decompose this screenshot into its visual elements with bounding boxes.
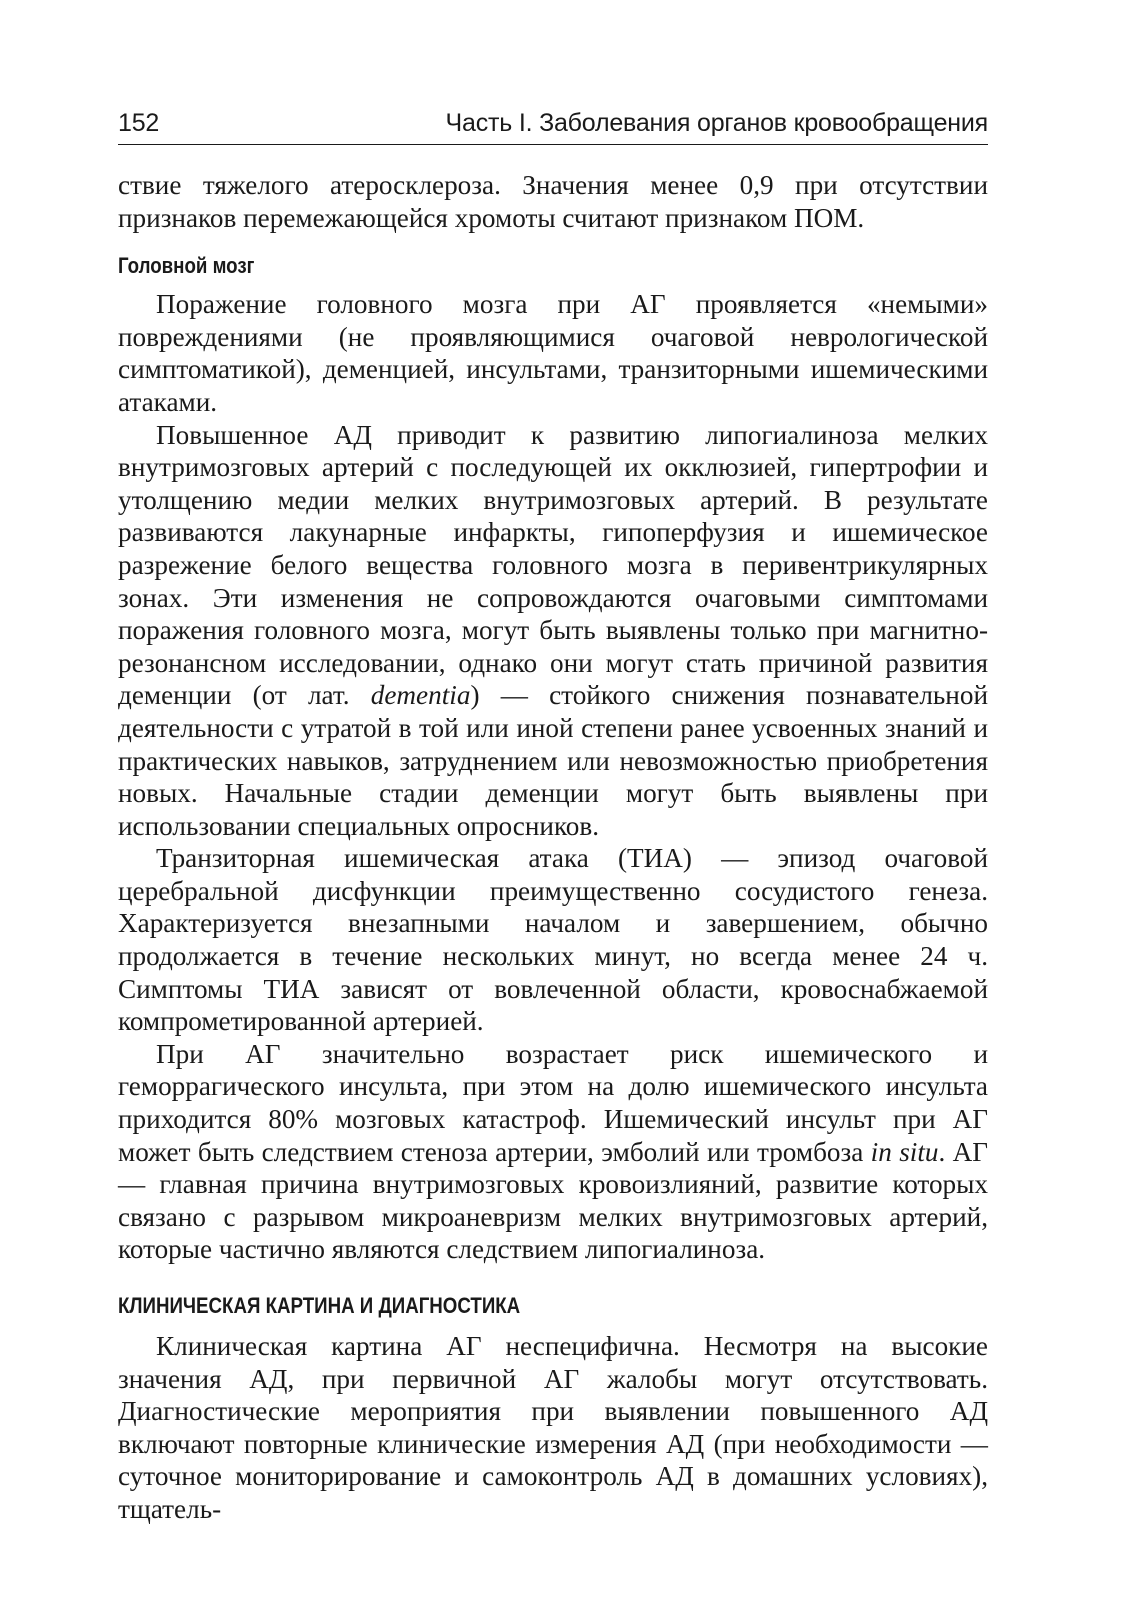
paragraph-brain-damage: Поражение головного мозга при АГ проявляется «немыми» повреждениями (не проявляющимися очаговой неврологической симптоматикой), деменцией, инсультами, транзиторными ишемическими атаками. [118,289,988,417]
term-in-situ: in situ [870,1136,939,1167]
section-heading-clinical: КЛИНИЧЕСКАЯ КАРТИНА И ДИАГНОСТИКА [118,1293,521,1318]
paragraph-lipohyalinosis-part1: Повышенное АД приводит к развитию липогиалиноза мелких внутримозговых артерий с последующей их окклюзией, гипертрофии и утолщению медии мелких внутримозговых артерий. В результате развиваются лакунарные инфаркты, гипоперфузия и ишемическое разрежение белого вещества головного мозга в перивентрикулярных зонах. Эти изменения не сопровождаются очаговыми симптомами поражения головного мозга, могут быть выявлены только при магнитно-резонансном исследовании, однако они могут стать причиной развития деменции (от лат. [118,419,988,711]
page-number: 152 [118,109,160,137]
paragraph-lipohyalinosis [118,419,988,843]
paragraph-continued: ствие тяжелого атеросклероза. Значения менее 0,9 при отсутствии признаков перемежающейся хромоты считают признаком ПОМ. [118,170,988,233]
paragraph-stroke-risk [118,1038,988,1266]
paragraph-stroke-risk-part2: . АГ — главная причина внутримозговых кровоизлияний, развитие которых связано с разрывом микроаневризм мелких внутримозговых артерий, которые частично являются следствием липогиалиноза. [118,1136,989,1265]
running-title: Часть I. Заболевания органов кровообращения [445,109,988,137]
book-page [118,108,988,1526]
subheading-brain: Головной мозг [118,253,255,279]
running-head [118,108,988,145]
page-content [118,169,988,1526]
term-dementia: dementia [370,680,471,711]
paragraph-lipohyalinosis-part2: ) — стойкого снижения познавательной деятельности с утратой в той или иной степени ранее усвоенных знаний и практических навыков, затруднением или невозможностью приобретения новых. Начальные стадии деменции могут быть выявлены при использовании специальных опросников. [118,680,988,841]
paragraph-clinical-picture: Клиническая картина АГ неспецифична. Несмотря на высокие значения АД, при первичной АГ жалобы могут отсутствовать. Диагностические мероприятия при выявлении повышенного АД включают повторные клинические измерения АД (при необходимости — суточное мониторирование и самоконтроль АД в домашних условиях), тщатель- [118,1331,988,1524]
paragraph-stroke-risk-part1: При АГ значительно возрастает риск ишемического и геморрагического инсульта, при этом на долю ишемического инсульта приходится 80% мозговых катастроф. Ишемический инсульт при АГ может быть следствием стеноза артерии, эмболий или тромбоза [118,1038,988,1167]
paragraph-tia: Транзиторная ишемическая атака (ТИА) — эпизод очаговой церебральной дисфункции преимущественно сосудистого генеза. Характеризуется внезапными началом и завершением, обычно продолжается в течение нескольких минут, но всегда менее 24 ч. Симптомы ТИА зависят от вовлеченной области, кровоснабжаемой компрометированной артерией. [118,843,988,1037]
